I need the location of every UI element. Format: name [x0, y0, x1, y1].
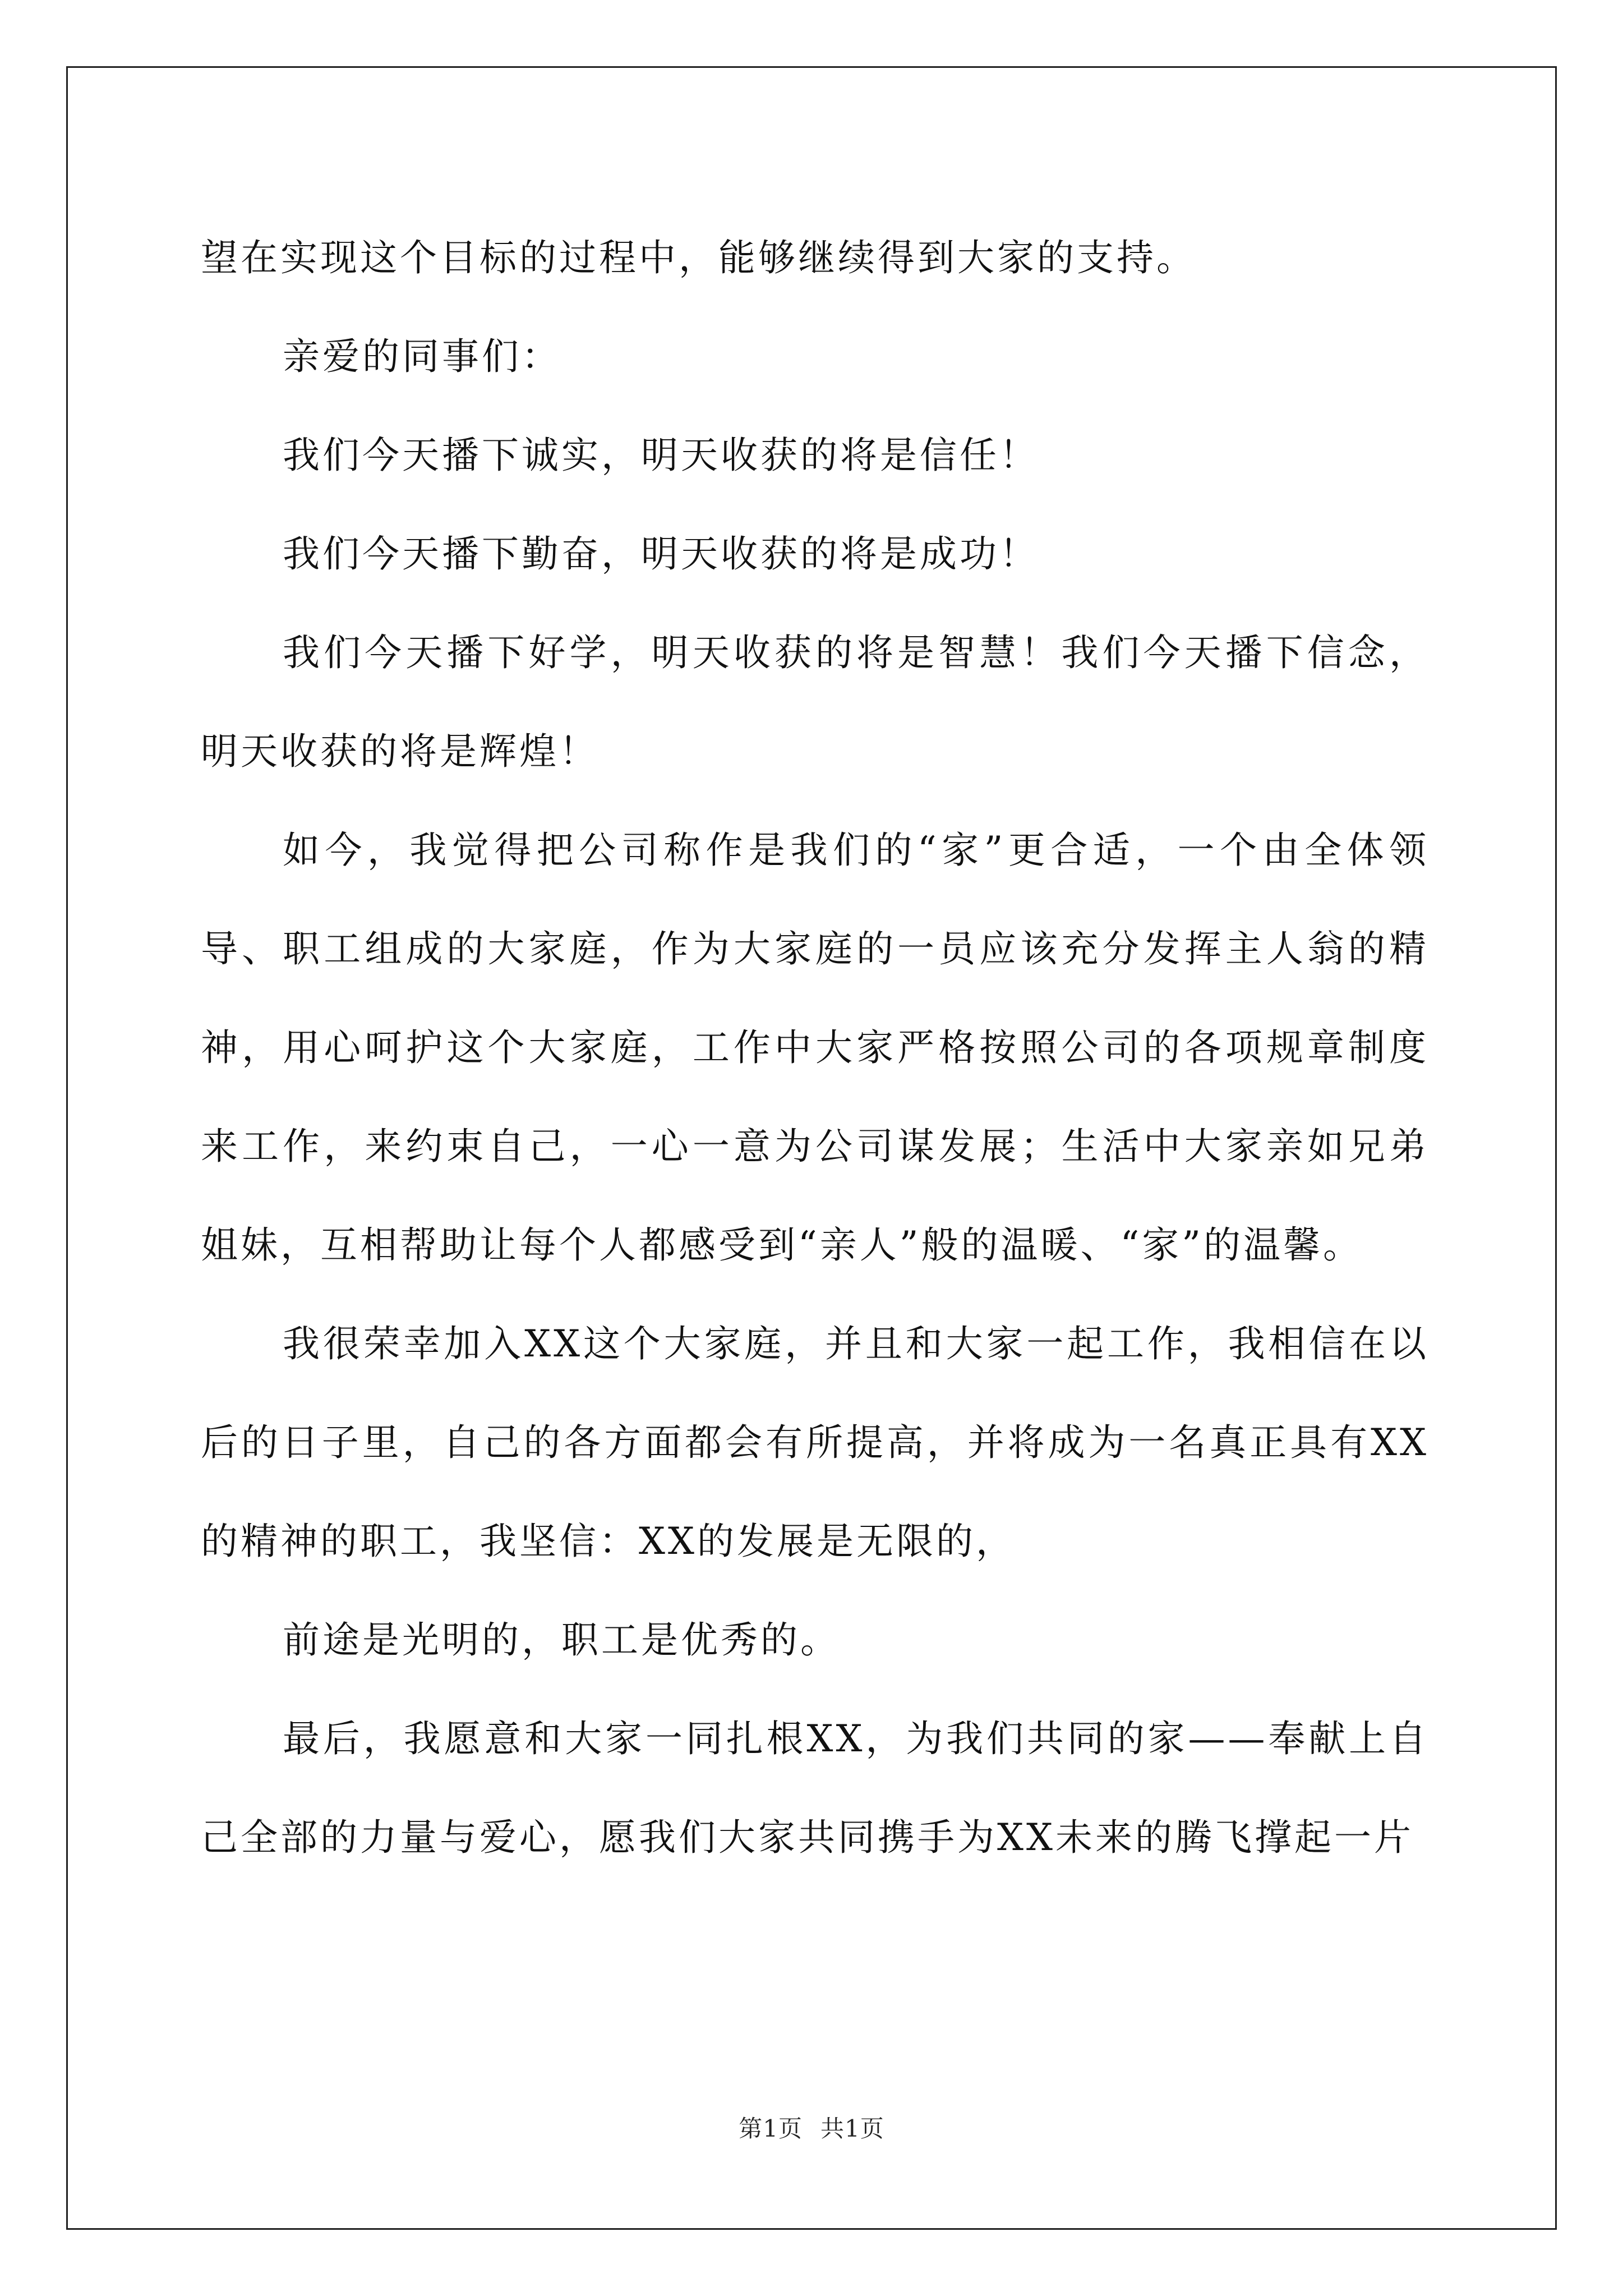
page-number: 第1页	[739, 2115, 803, 2142]
paragraph-7: 我很荣幸加入XX这个大家庭，并且和大家一起工作，我相信在以后的日子里，自己的各方面都会有所提高，并将成为一名真正具有XX的精神的职工，我坚信：XX的发展是无限的，	[201, 1322, 1429, 1563]
paragraph-8: 前途是光明的，职工是优秀的。	[283, 1618, 840, 1662]
page-footer	[0, 2110, 1623, 2144]
page-total: 共1页	[820, 2115, 884, 2142]
document-body	[201, 209, 1429, 1887]
paragraph-9: 最后，我愿意和大家一同扎根XX，为我们共同的家——奉献上自己全部的力量与爱心，愿我们大家共同携手为XX未来的腾飞撑起一片	[201, 1717, 1429, 1859]
paragraph-5: 我们今天播下好学，明天收获的将是智慧！我们今天播下信念，明天收获的将是辉煌！	[201, 631, 1429, 773]
paragraph-2: 亲爱的同事们：	[283, 335, 561, 378]
paragraph-6: 如今，我觉得把公司称作是我们的“家”更合适，一个由全体领导、职工组成的大家庭，作为大家庭的一员应该充分发挥主人翁的精神，用心呵护这个大家庭，工作中大家严格按照公司的各项规章制度来工作，来约束自己，一心一意为公司谋发展；生活中大家亲如兄弟姐妹，互相帮助让每个人都感受到“亲人”般的温暖、“家”的温馨。	[201, 829, 1429, 1267]
paragraph-4: 我们今天播下勤奋，明天收获的将是成功！	[283, 532, 1039, 576]
paragraph-1: 望在实现这个目标的过程中，能够继续得到大家的支持。	[201, 236, 1196, 279]
paragraph-3: 我们今天播下诚实，明天收获的将是信任！	[283, 434, 1039, 477]
